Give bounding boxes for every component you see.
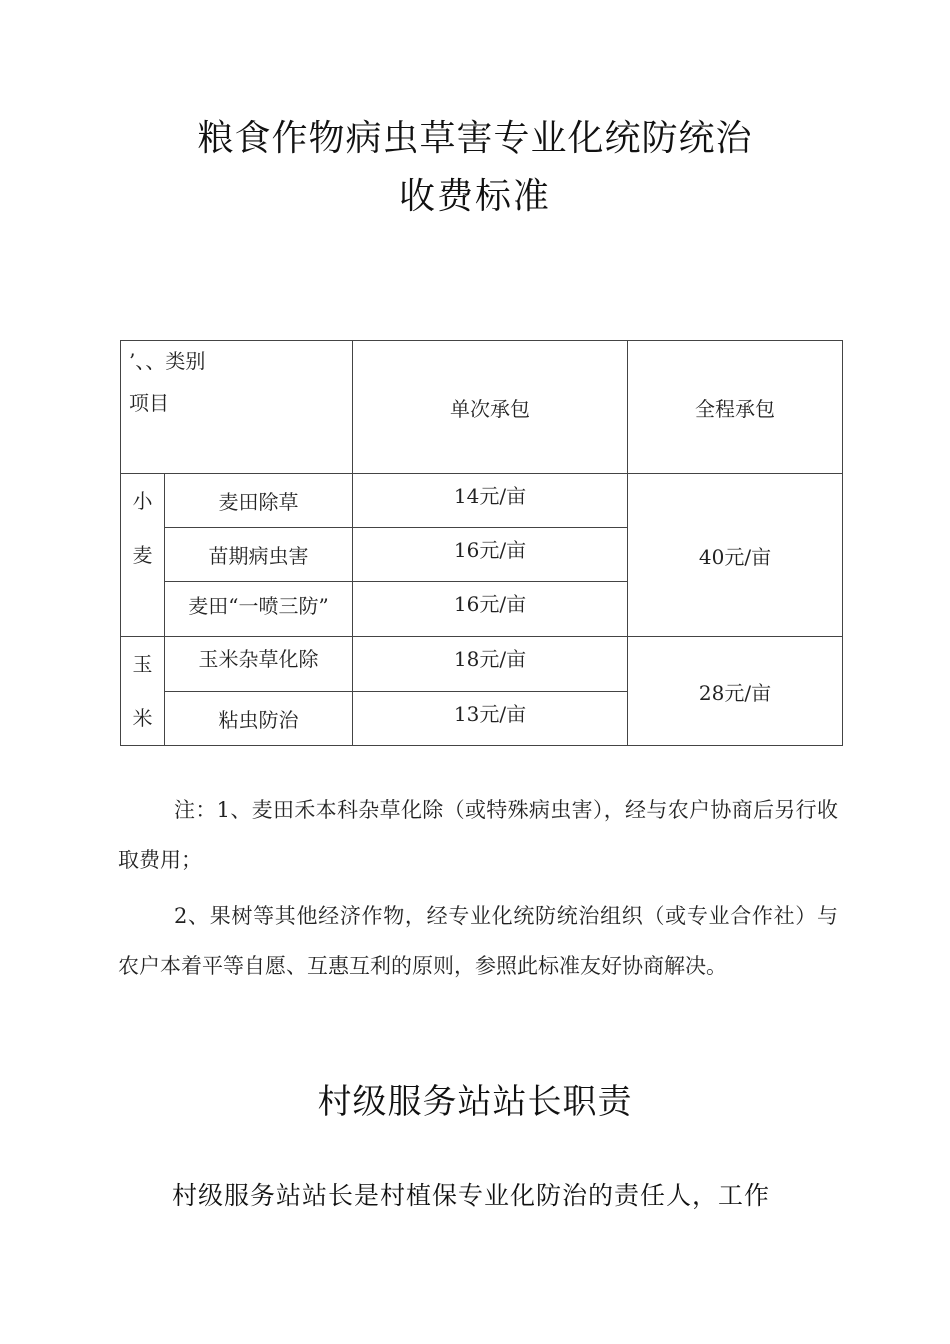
price-cell: 16元/亩 bbox=[353, 581, 628, 636]
header-diagonal-cell bbox=[121, 341, 353, 474]
price-cell: 18元/亩 bbox=[353, 637, 628, 692]
item-cell: 粘虫防治 bbox=[165, 691, 353, 746]
header-category: ’、、类别 bbox=[129, 349, 206, 373]
table-row bbox=[121, 637, 843, 692]
doc-title: 粮食作物病虫草害专业化统防统治 bbox=[197, 118, 753, 159]
item-cell: 麦田“一喷三防” bbox=[165, 581, 353, 636]
doc-subtitle: 收费标准 bbox=[398, 176, 551, 217]
table-header-row bbox=[121, 341, 843, 474]
price-cell: 16元/亩 bbox=[353, 527, 628, 581]
table-row bbox=[121, 474, 843, 528]
note-1: 注：1、麦田禾本科杂草化除（或特殊病虫害），经与农户协商后另行收取费用； bbox=[118, 798, 838, 872]
item-cell: 玉米杂草化除 bbox=[165, 637, 353, 692]
crop-label-wheat: 小 麦 bbox=[121, 474, 165, 637]
note-2: 2、果树等其他经济作物，经专业化统防统治组织（或专业合作社）与农户本着平等自愿、互惠互利的原则，参照此标准友好协商解决。 bbox=[118, 904, 838, 978]
header-item: 项目 bbox=[129, 391, 169, 415]
price-cell: 14元/亩 bbox=[353, 474, 628, 528]
header-single: 单次承包 bbox=[353, 341, 628, 474]
item-cell: 苗期病虫害 bbox=[165, 527, 353, 581]
section-title: 村级服务站站长职责 bbox=[317, 1082, 633, 1122]
crop-label-corn: 玉 米 bbox=[121, 637, 165, 746]
full-price-wheat: 40元/亩 bbox=[628, 474, 843, 637]
full-price-corn: 28元/亩 bbox=[628, 637, 843, 746]
fee-table bbox=[120, 340, 843, 746]
price-cell: 13元/亩 bbox=[353, 691, 628, 746]
item-cell: 麦田除草 bbox=[165, 474, 353, 528]
section-paragraph: 村级服务站站长是村植保专业化防治的责任人，工作 bbox=[172, 1181, 771, 1210]
header-full: 全程承包 bbox=[628, 341, 843, 474]
